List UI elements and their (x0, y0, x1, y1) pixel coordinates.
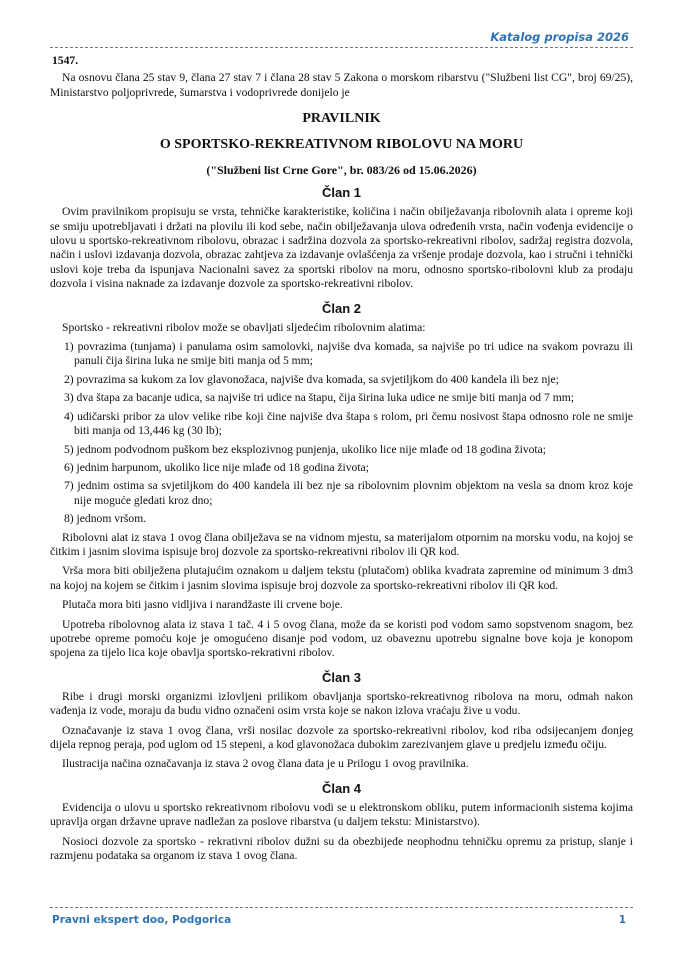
article-2-list-item: 1) povrazima (tunjama) i panulama osim samolovki, najviše dva komada, sa najviše po tri udice na svakom povrazu ili panuli čija širina luka ne smije biti manja od 5 mm; (64, 340, 633, 368)
article-1-heading: Član 1 (321, 185, 361, 201)
article-2-list-item: 7) jednim ostima sa svjetiljkom do 400 kandela ili bez nje sa ribolovnim plovnim objektom na vesla sa dnom kroz koje nije moguće gledati kroz dno; (64, 479, 633, 507)
article-4-paragraph: Nosioci dozvole za sportsko - rekrativni ribolov dužni su da obezbijede neophodnu tehničku opremu za pristup, slanje i razmjenu podataka sa organom iz stava 1 ovog člana. (50, 834, 633, 863)
article-2-paragraph: Ribolovni alat iz stava 1 ovog člana obilježava se na vidnom mjestu, sa materijalom otpornim na morsku vodu, na kojoj se čitkim i jasnim slovima ispisuje broj dozvole za sportsko-rekreativni ribolov ili QR kod. (50, 530, 633, 558)
article-2-list-item: 2) povrazima sa kukom za lov glavonožaca, najviše dva komada, sa svjetiljkom do 400 kandela ili bez nje; (64, 372, 559, 386)
document-number: 1547. (52, 54, 79, 67)
article-2-list-item: 5) jednom podvodnom puškom bez eksplozivnog punjenja, ukoliko lice nije mlađe od 18 godina života; (64, 442, 547, 456)
article-3-paragraph: Ribe i drugi morski organizmi izlovljeni prilikom obavljanja sportsko-rekreativnog ribolova na moru, odmah nakon vađenja iz vode, moraju da budu vidno označeni osim vrsta koje se nakon izlova vraćaju žive u vodu. (50, 689, 633, 718)
header-divider (50, 47, 633, 48)
article-1-paragraph: Ovim pravilnikom propisuju se vrsta, tehničke karakteristike, količina i način obilježavanja ribolovnih alata i opreme koji se smiju upotrebljavati i držati na plovilu ili kod sebe, način obilježavanja ulova određenih vrsta, način vođenja evidencije o ulovu u sportsko-rekreativnom ribolovu, obrazac i sadržina dozvola za sportsko-rekreativni ribolov, sadržaj registra dozvola, način i uslovi izdavanja dozvola, obrazac zahtjeva za izdavanje ovlašćenja za vršenje prodaje dozvola, kao i stručni i tehnički uslovi koje treba da ispunjava Nacionalni savez za sportski ribolov na moru, odnosno sportsko-ribolovni klub za prodaju dozvola i visina naknade za izdavanje dozvole za sportsko-rekreativni ribolov. (50, 205, 633, 291)
article-2-list-item: 8) jednom vršom. (64, 512, 147, 526)
article-2-list-item: 4) udičarski pribor za ulov velike ribe koji čine najviše dva štapa s rolom, pri čemu nosivost štapa odnosno role ne smije biti manja od 13,446 kg (30 lb); (64, 409, 633, 438)
article-2-intro: Sportsko - rekreativni ribolov može se obavljati sljedećim ribolovnim alatima: (62, 320, 426, 334)
article-2-list-item: 3) dva štapa za bacanje udica, sa najviše tri udice na štapu, čija širina luka udice ne smije biti manja od 7 mm; (64, 391, 574, 405)
article-3-heading: Član 3 (321, 669, 361, 685)
gazette-reference: ("Službeni list Crne Gore", br. 083/26 od 15.06.2026) (206, 163, 477, 178)
header-catalog-label: Katalog propisa 2026 (490, 30, 629, 44)
footer-divider (50, 907, 633, 908)
document-title: PRAVILNIK (302, 111, 381, 127)
page-number: 1 (618, 914, 626, 926)
article-2-paragraph: Plutača mora biti jasno vidljiva i narandžaste ili crvene boje. (62, 598, 343, 612)
footer-publisher: Pravni ekspert doo, Podgorica (52, 914, 232, 926)
article-3-paragraph: Ilustracija načina označavanja iz stava 2 ovog člana data je u Prilogu 1 ovog pravilnika. (62, 757, 469, 771)
article-2-heading: Član 2 (321, 300, 361, 316)
article-4-paragraph: Evidencija o ulovu u sportsko rekreativnom ribolovu vodi se u elektronskom obliku, putem informacionih sistema kojima upravlja organ državne uprave nadležan za poslove ribarstva (u daljem tekstu: Ministarstvo). (50, 800, 633, 829)
article-2-paragraph: Upotreba ribolovnog alata iz stava 1 tač. 4 i 5 ovog člana, može da se koristi pod vodom samo sopstvenom snagom, bez upotrebe opreme pomoću koje je omogućeno disanje pod vodom, uz obaveznu upotrebu signalne bove koja je konopom spojena za tijelo lica koje obavlja sportsko-rekrativni ribolov. (50, 617, 633, 660)
document-subtitle: O SPORTSKO-REKREATIVNOM RIBOLOVU NA MORU (159, 137, 524, 153)
article-2-list-item: 6) jednim harpunom, ukoliko lice nije mlađe od 18 godina života; (64, 460, 369, 474)
document-body (50, 54, 633, 868)
article-3-paragraph: Označavanje iz stava 1 ovog člana, vrši nosilac dozvole za sportsko-rekreativni ribolov, kod riba odsijecanjem donjeg dijela repnog peraja, pod uglom od 15 stepeni, a kod glavonožaca dubokim zarezivanjem glave u predjelu između očiju. (50, 723, 633, 751)
preamble: Na osnovu člana 25 stav 9, člana 27 stav 7 i člana 28 stav 5 Zakona o morskom ribarstvu ("Službeni list CG", broj 69/25), Ministarstvo poljoprivrede, šumarstva i vodoprivrede donijelo je (50, 71, 633, 99)
article-4-heading: Član 4 (321, 780, 361, 796)
article-2-paragraph: Vrša mora biti obilježena plutajućim oznakom u daljem tekstu (plutačom) oblika kvadrata zapremine od minimum 3 dm3 na kojoj na kojem se čitkim i jasnim slovima ispisuje broj dozvole za sportsko-rekreativni ribolov ili QR kod. (50, 564, 633, 592)
